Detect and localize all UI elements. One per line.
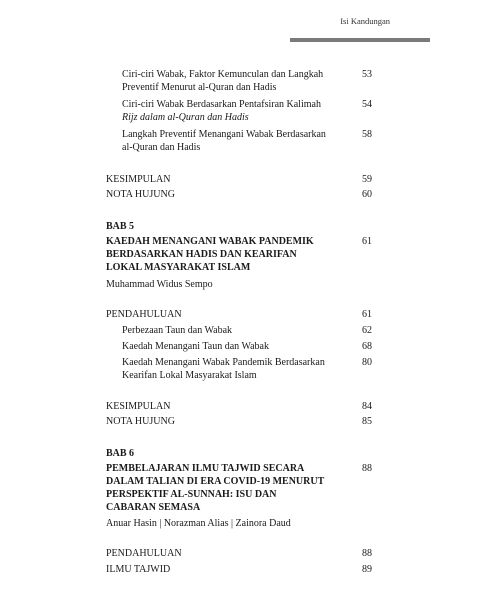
chapter-title-line: CABARAN SEMASA (106, 502, 201, 513)
toc-page-number: 85 (362, 416, 372, 427)
toc-entry-text: PENDAHULUAN (106, 548, 182, 559)
toc-entry-text: NOTA HUJUNG (106, 416, 175, 427)
toc-page-number: 58 (362, 129, 372, 140)
toc-page-number: 80 (362, 357, 372, 368)
author-names: Muhammad Widus Sempo (106, 279, 213, 290)
chapter-number: BAB 5 (106, 221, 135, 232)
chapter-title-line: PERSPEKTIF AL-SUNNAH: ISU DAN (106, 489, 277, 500)
toc-entry-text: KESIMPULAN (106, 174, 171, 185)
toc-entry-text: Ciri-ciri Wabak, Faktor Kemunculan dan Langkah (122, 69, 324, 80)
chapter-title-line: BERDASARKAN HADIS DAN KEARIFAN (106, 249, 297, 260)
toc-page-number: 59 (362, 174, 372, 185)
toc-entry-text: Kaedah Menangani Wabak Pandemik Berdasarkan (122, 357, 325, 368)
toc-page-number: 88 (362, 548, 372, 559)
running-head: Isi Kandungan (340, 16, 390, 26)
toc-page-number: 60 (362, 189, 372, 200)
chapter-title-line: DALAM TALIAN DI ERA COVID-19 MENURUT (106, 476, 325, 487)
chapter-title-line: KAEDAH MENANGANI WABAK PANDEMIK (106, 236, 314, 247)
toc-page-number: 84 (362, 401, 372, 412)
chapter-title-line: LOKAL MASYARAKAT ISLAM (106, 262, 251, 273)
toc-entry-text: ILMU TAJWID (106, 564, 171, 575)
toc-page-number: 54 (362, 99, 372, 110)
toc-entry-text: Ciri-ciri Wabak Berdasarkan Pentafsiran Kalimah (122, 99, 321, 110)
toc-page-number: 61 (362, 236, 372, 247)
toc-page-number: 53 (362, 69, 372, 80)
toc-entry-text: al-Quran dan Hadis (122, 142, 201, 153)
toc-page-number: 88 (362, 463, 372, 474)
toc-entry-text: KESIMPULAN (106, 401, 171, 412)
author-names: Anuar Hasin | Norazman Alias | Zainora Daud (106, 518, 291, 529)
chapter-title-line: PEMBELAJARAN ILMU TAJWID SECARA (106, 463, 305, 474)
toc-page-number: 89 (362, 564, 372, 575)
toc-page-number: 61 (362, 309, 372, 320)
toc-page-number: 62 (362, 325, 372, 336)
toc-entry-text: Kaedah Menangani Taun dan Wabak (122, 341, 269, 352)
toc-entry-text: Perbezaan Taun dan Wabak (122, 325, 233, 336)
toc-entry-text: Kearifan Lokal Masyarakat Islam (122, 370, 257, 381)
toc-entry-text: NOTA HUJUNG (106, 189, 175, 200)
chapter-number: BAB 6 (106, 448, 135, 459)
toc-entry-text: Rijz dalam al-Quran dan Hadis (122, 112, 249, 123)
toc-page-number: 68 (362, 341, 372, 352)
header-rule (290, 38, 430, 42)
toc-entry-text: PENDAHULUAN (106, 309, 182, 320)
toc-entry-text: Preventif Menurut al-Quran dan Hadis (122, 82, 277, 93)
toc-entry-text: Langkah Preventif Menangani Wabak Berdasarkan (122, 129, 326, 140)
